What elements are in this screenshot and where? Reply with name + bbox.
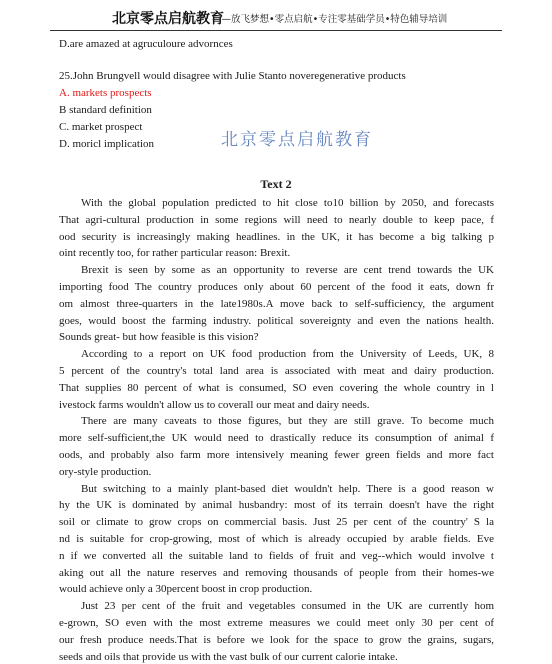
option-d: D. moricl implication [59,138,155,150]
passage-line: oods, and probably also farm more intensively meaning fewer green fields and more fact [59,449,494,461]
passage-line: n if we converted all the suitable land to fields of fruit and veg--which would involve t [59,549,494,562]
passage-line: Just 23 per cent of the fruit and vegetables consumed in the UK are currently hom [81,600,494,613]
page-header [0,0,552,32]
passage-line: importing food The country produces only about 60 percent of the food it eats, down fr [59,281,494,293]
passage-line: But switching to a mainly plant-based diet wouldn't help. There is a good reason w [81,482,494,495]
passage-line: soil or climate to grow crops on commercial basis. Just 25 per cent of the country' S la [59,516,494,529]
watermark-logo: 北京零点启航教育 [221,130,373,150]
passage-line: 5 percent of the country's total land area is associated with meat and dairy production. [59,365,494,377]
prev-question-option: D.are amazed at agruculoure advornces [59,38,233,50]
passage-line: ory-style production. [59,465,152,478]
passage-line: With the global population predicted to hit close to10 billion by 2050, and forecasts [81,197,494,209]
passage-line: oint recently too, for rather particular reason: Brexit. [59,247,291,260]
passage-line: more self-sufficient,the UK would need to drastically reduce its consumption of animal f [59,432,494,445]
passage-line: Sounds great- but how feasible is this vision? [59,331,259,344]
header-rule [50,30,502,31]
passage-line: ivestock farms wouldn't allow us to coverall our meat and dairy needs. [59,398,370,411]
passage-line: According to a report on UK food production from the University of Leeds, UK, 8 [81,348,494,361]
passage-line: our fresh produce needs.That is before we look for the space to grow the grains, sugars, [59,633,494,646]
question-25: 25.John Brungvell would disagree with Julie Stanto noveregenerative products [59,70,406,82]
passage-line: That supplies 80 percent of what is consumed, SO even covering the whole country in l [59,381,494,394]
passage-line: goes, would boost the farming industry. political sovereignty and even the nations health. [59,314,494,327]
passage-line: seeds and oils that provide us with the vast bulk of our current calorie intake. [59,650,398,663]
passage-line: would achieve only a 30percent boost in crop production. [59,583,313,596]
option-a: A. markets prospects [59,87,152,99]
passage-line: That agri-cultural production in some regions will need to nearly double to keep pace, f [59,213,494,226]
option-c: C. market prospect [59,121,143,133]
option-b: B standard definition [59,104,152,116]
passage-line: e-grown, SO even with the most extreme measures we could meet only 30 per cent of [59,617,494,629]
passage-line: There are many caveats to those figures, but they are still grave. To become much [81,415,494,428]
header-slogan: ——放飞梦想•零点启航•专注零基础学员•特色辅导培训 [212,14,448,25]
passage-line: om almost three-quarters in the late1980s.A move back to self-sufficiency, the argument [59,297,494,310]
passage-line: hy the UK is dominated by animal husbandry: most of its terrain doesn't have the right [59,499,494,512]
passage-line: Brexit is seen by some as an opportunity to reverse are cent trend towards the UK [81,264,494,277]
section-title: Text 2 [260,177,292,191]
passage-line: nd is suitable for crop-growing, most of which is already occupied by arable fields. Eve [59,533,494,545]
passage-line: ood security is increasingly making headlines. in the UK, it has become a big talking p [59,230,494,243]
passage-line: aking out all the nature reserves and removing thousands of people from their homes-we [59,566,494,579]
header-brand: 北京零点启航教育 [112,11,224,27]
